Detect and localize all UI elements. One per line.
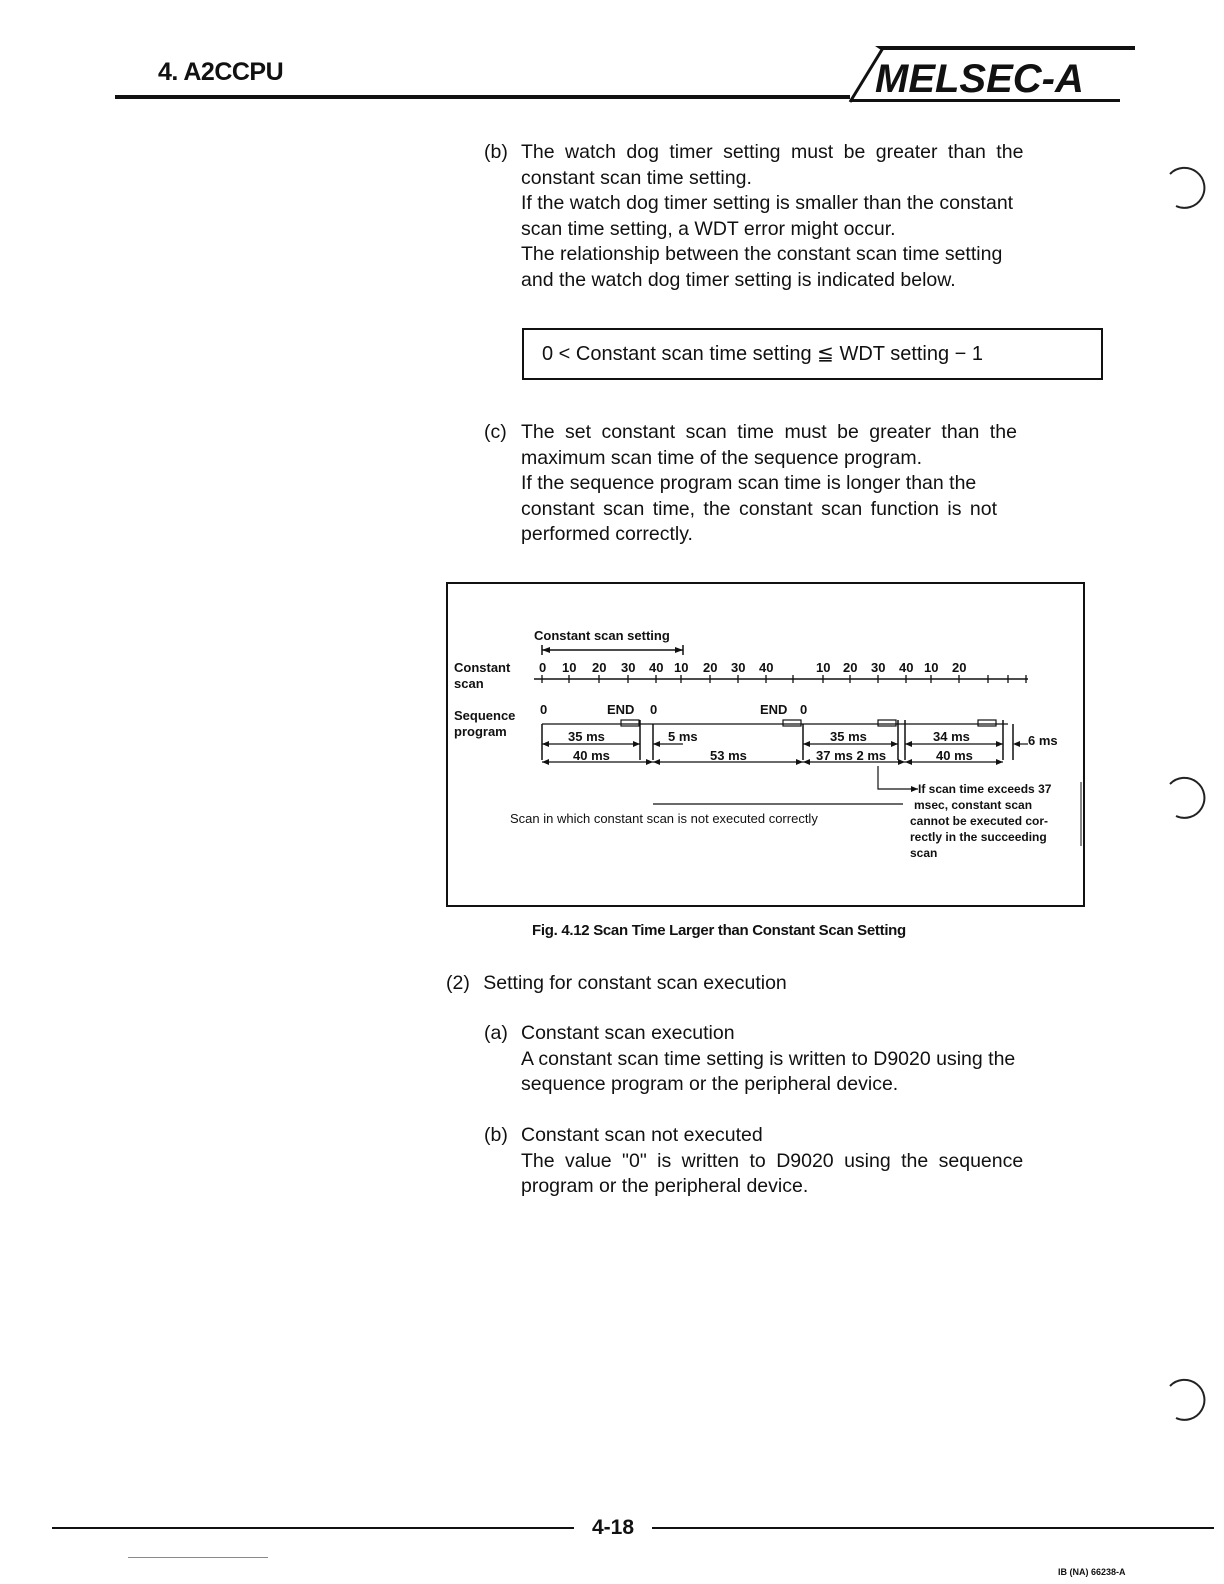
sub-b [484,1123,1104,1203]
seq-zero-1: 0 [540,702,548,717]
note-line: rectly in the succeeding [910,830,1047,844]
figure-timing-diagram [446,582,1085,907]
duration-6ms: 6 ms [1028,733,1058,748]
tick-label: 10 [562,660,577,675]
page-number: 4-18 [592,1516,635,1539]
sub-b-line: The value "0" is written to D9020 using the sequence [521,1149,1024,1172]
binder-hole-icon [1168,166,1208,210]
sub-a-line: Constant scan execution [521,1022,735,1044]
para-c-line: The set constant scan time must be greater than the [521,421,1017,443]
tick-label: 10 [924,660,939,675]
para-b-line: and the watch dog timer setting is indicated below. [521,268,956,291]
scan-artifact-line [128,1557,268,1558]
para-b-line: The watch dog timer setting must be greater than the [521,141,1024,163]
note-line: cannot be executed cor- [910,814,1049,828]
chapter-title: 4. A2CCPU [158,58,284,86]
para-c-label: (c) [484,421,507,443]
tick-label: 40 [649,660,664,675]
sub-a-line: A constant scan time setting is written to D9020 using the [521,1047,1016,1070]
tick-label: 20 [952,660,967,675]
sub-b-line: Constant scan not executed [521,1124,763,1146]
tick-label: 30 [871,660,886,675]
note-line: If scan time exceeds 37 [918,782,1052,796]
section-2-title: Setting for constant scan execution [483,972,787,994]
note-line: scan [910,846,938,860]
row-label-sequence: Sequence [454,708,516,723]
sub-b-line: program or the peripheral device. [521,1175,809,1197]
section-2-heading [446,971,787,997]
seq-end-1: END [607,702,635,717]
para-c-line: maximum scan time of the sequence program. [521,446,923,469]
setting-label: Constant scan setting [534,628,670,643]
tick-label: 30 [731,660,746,675]
formula-box: 0 < Constant scan time setting ≦ WDT setting − 1 [522,328,1103,380]
para-b [484,140,1104,300]
duration-35ms-a: 35 ms [568,729,605,744]
footer-rule-left [52,1527,574,1529]
duration-40ms-b: 40 ms [936,748,973,763]
sub-a-label: (a) [484,1022,508,1044]
brand-text: MELSEC-A [875,57,1084,101]
not-executed-label: Scan in which constant scan is not executed correctly [510,811,818,826]
tick-label: 40 [899,660,914,675]
duration-35ms-b: 35 ms [830,729,867,744]
footer-rule-right [652,1527,1214,1529]
sub-a-line: sequence program or the peripheral device. [521,1073,899,1095]
para-c-line: constant scan time, the constant scan function is not [521,497,998,520]
header-rule [115,95,850,99]
para-b-line: The relationship between the constant scan time setting [521,243,1003,265]
tick-label: 10 [674,660,689,675]
seq-zero-2: 0 [650,702,658,717]
duration-53ms: 53 ms [710,748,747,763]
duration-40ms-a: 40 ms [573,748,610,763]
seq-end-2: END [760,702,788,717]
para-c-line: performed correctly. [521,523,693,545]
note-line: msec, constant scan [914,798,1033,812]
duration-5ms: 5 ms [668,729,698,744]
tick-label: 40 [759,660,774,675]
tick-label: 20 [703,660,718,675]
tick-label: 20 [592,660,607,675]
para-b-line: scan time setting, a WDT error might occur. [521,217,896,240]
note-text [910,782,1052,860]
binder-hole-icon [1168,776,1208,820]
document-id: IB (NA) 66238-A [1058,1567,1126,1577]
row-label-constant: Constant [454,660,511,675]
tick-labels [539,660,966,675]
tick-label: 30 [621,660,636,675]
tick-label: 10 [816,660,831,675]
duration-34ms: 34 ms [933,729,970,744]
figure-caption: Fig. 4.12 Scan Time Larger than Constant Scan Setting [532,922,906,939]
tick-label: 0 [539,660,547,675]
sub-b-label: (b) [484,1124,508,1146]
tick-label: 20 [843,660,858,675]
seq-zero-3: 0 [800,702,808,717]
row-label-sequence-2: program [454,724,507,739]
section-2-label: (2) [446,972,470,994]
para-c [484,420,1104,550]
row-label-constant-2: scan [454,676,484,691]
duration-37ms-2ms: 37 ms 2 ms [816,748,887,763]
binder-hole-icon [1168,1378,1208,1422]
para-b-line: constant scan time setting. [521,166,752,189]
para-b-line: If the watch dog timer setting is smaller than the constant [521,192,1014,214]
sub-a [484,1021,1104,1101]
melsec-logo [845,44,1135,106]
para-b-label: (b) [484,141,508,163]
para-c-line: If the sequence program scan time is longer than the [521,472,977,494]
